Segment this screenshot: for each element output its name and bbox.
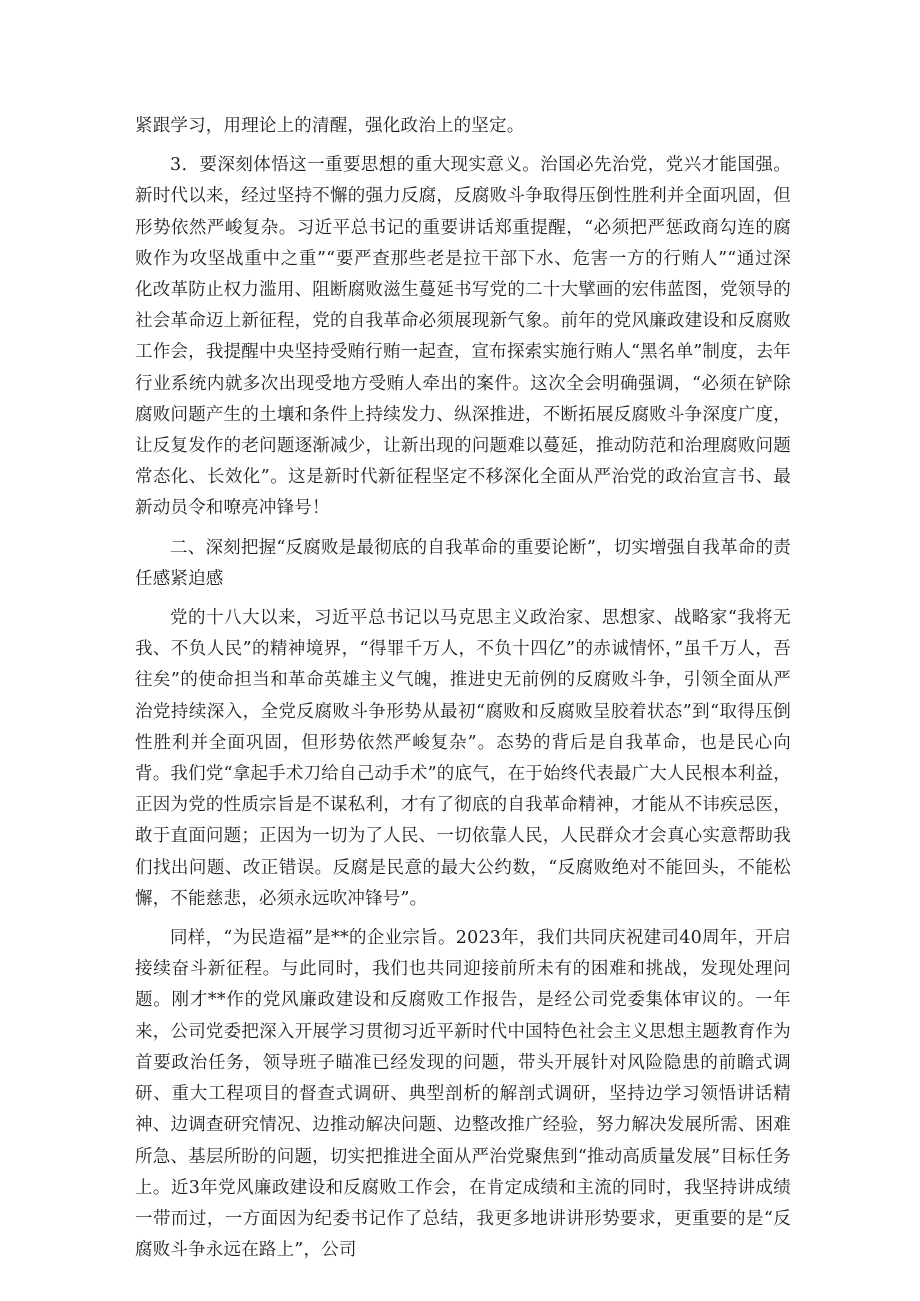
document-body	[135, 111, 791, 1274]
paragraph-anti-corruption: 党的十八大以来，习近平总书记以马克思主义政治家、思想家、战略家“我将无我、不负人民”的精神境界，“得罪千万人，不负十四亿”的赤诚情怀，”虽千万人，吾往矣”的使命担当和革命英雄主义气魄，推进史无前例的反腐败斗争，引领全面从严治党持续深入，全党反腐败斗争形势从最初“腐败和反腐败呈胶着状态”到“取得压倒性胜利并全面巩固，但形势依然严峻复杂”。态势的背后是自我革命，也是民心向背。我们党“拿起手术刀给自己动手术”的底气，在于始终代表最广大人民根本利益，正因为党的性质宗旨是不谋私利，才有了彻底的自我革命精神，才能从不讳疾忌医，敢于直面问题；正因为一切为了人民、一切依靠人民，人民群众才会真心实意帮助我们找出问题、改正错误。反腐是民意的最大公约数，“反腐败绝对不能回头，不能松懈，不能慈悲，必须永远吹冲锋号”。	[135, 608, 791, 909]
paragraph-point-3: 3．要深刻体悟这一重要思想的重大现实意义。治国必先治党，党兴才能国强。新时代以来，经过坚持不懈的强力反腐，反腐败斗争取得压倒性胜利并全面巩固，但形势依然严峻复杂。习近平总书记的重要讲话郑重提醒，“必须把严惩政商勾连的腐败作为攻坚战重中之重”“要严查那些老是拉干部下水、危害一方的行贿人”“通过深化改革防止权力滥用、阻断腐败滋生蔓延书写党的二十大擘画的宏伟蓝图，党领导的社会革命迈上新征程，党的自我革命必须展现新气象。前年的党风廉政建设和反腐败工作会，我提醒中央坚持受贿行贿一起查，宣布探索实施行贿人“黑名单”制度，去年行业系统内就多次出现受地方受贿人牵出的案件。这次全会明确强调，“必须在铲除腐败问题产生的土壤和条件上持续发力、纵深推进，不断拓展反腐败斗争深度广度，让反复发作的老问题逐渐减少，让新出现的问题难以蔓延，推动防范和治理腐败问题常态化、长效化”。这是新时代新征程坚定不移深化全面从严治党的政治宣言书、最新动员令和嘹亮冲锋号！	[135, 155, 791, 519]
paragraph-company: 同样，“为民造福”是**的企业宗旨。2023年，我们共同庆祝建司40周年，开启接续奋斗新征程。与此同时，我们也共同迎接前所未有的困难和挑战，发现处理问题。刚才**作的党风廉政建设和反腐败工作报告，是经公司党委集体审议的。一年来，公司党委把深入开展学习贯彻习近平新时代中国特色社会主义思想主题教育作为首要政治任务，领导班子瞄准已经发现的问题，带头开展针对风险隐患的前瞻式调研、重大工程项目的督查式调研、典型剖析的解剖式调研，坚持边学习领悟讲话精神、边调查研究情况、边推动解决问题、边整改推广经验，努力解决发展所需、困难所急、基层所盼的问题，切实把推进全面从严治党聚焦到“推动高质量发展”目标任务上。近3年党风廉政建设和反腐败工作会，在肯定成绩和主流的同时，我坚持讲成绩一带而过，一方面因为纪委书记作了总结，我更多地讲讲形势要求，更重要的是“反腐败斗争永远在路上”，公司	[135, 928, 791, 1261]
paragraph-continuation: 紧跟学习，用理论上的清醒，强化政治上的坚定。	[135, 116, 525, 136]
section-heading-2: 二、深刻把握“反腐败是最彻底的自我革命的重要论断”，切实增强自我革命的责任感紧迫感	[135, 537, 791, 589]
